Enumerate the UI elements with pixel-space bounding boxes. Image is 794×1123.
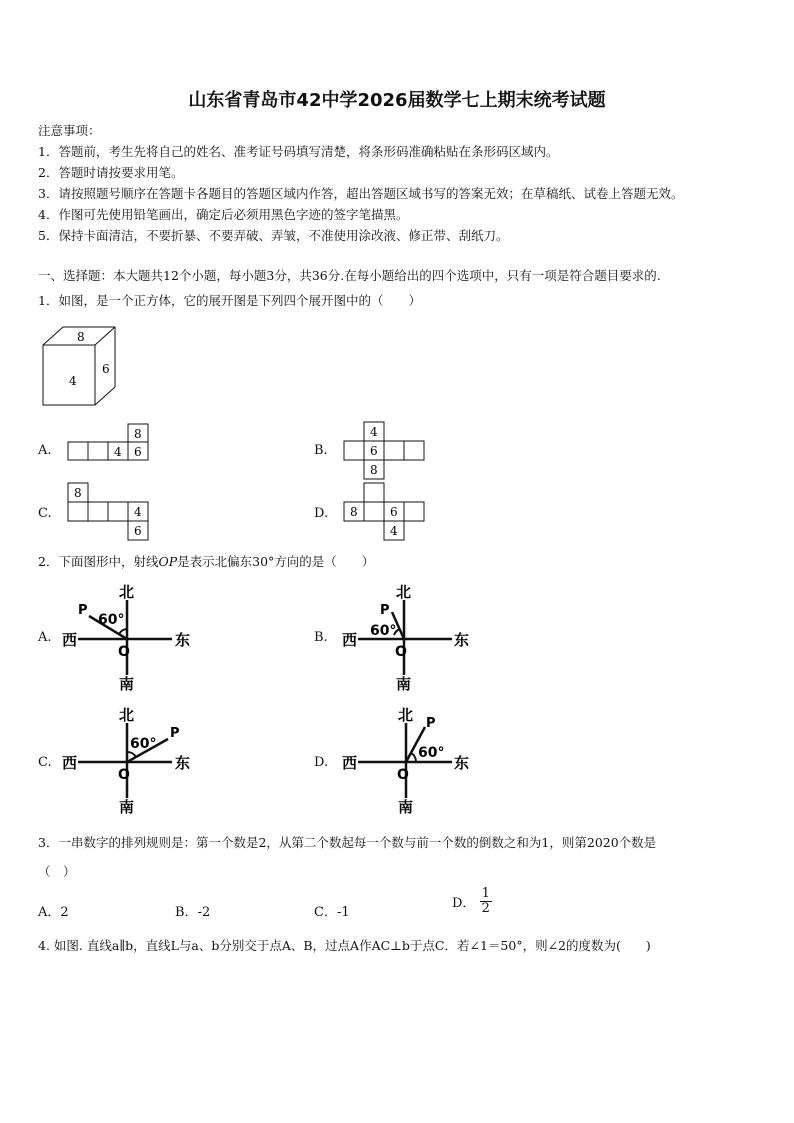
q1-option-c-net[interactable] (67, 482, 151, 542)
q3-option-b-value: -2 (197, 905, 211, 920)
cube-top-number: 8 (77, 330, 85, 344)
north-label: 北 (119, 583, 135, 601)
notice-item-3: 3．请按照题号顺序在答题卡各题目的答题区域内作答，超出答题区域书写的答案无效；在草稿纸、试卷上答题无效。 (38, 186, 684, 201)
section-heading: 一、选择题：本大题共12个小题，每小题3分，共36分.在每小题给出的四个选项中，只有一项是符合题目要求的. (38, 268, 661, 283)
south-label: 南 (119, 675, 135, 692)
notice-item-4: 4．作图可先使用铅笔画出，确定后必须用黑色字迹的签字笔描黑。 (38, 207, 409, 222)
q3-option-c-value: -1 (336, 905, 350, 920)
q2-compass-d[interactable] (340, 705, 480, 815)
point-label: P (170, 726, 180, 741)
q2-stem-part-1: 2．下面图形中，射线 (38, 554, 159, 569)
net-a-cell-4: 6 (134, 445, 142, 459)
net-c-cell-top: 8 (74, 486, 82, 500)
cube-figure (40, 325, 124, 409)
q2-compass-a[interactable] (60, 582, 200, 692)
net-a-cell-3: 4 (114, 445, 122, 459)
question-1-stem: 1．如图，是一个正方体，它的展开图是下列四个展开图中的（ ） (38, 293, 421, 308)
question-2-stem (38, 552, 374, 570)
origin-label: O (118, 767, 130, 783)
east-label: 东 (175, 754, 191, 772)
page-title: 山东省青岛市42中学2026届数学七上期末统考试题 (188, 90, 606, 111)
origin-label: O (397, 767, 409, 783)
q3-option-c-label: C． (314, 905, 337, 920)
q2-option-c-label[interactable]: C. (38, 755, 52, 770)
q2-option-a-label[interactable]: A. (38, 630, 52, 645)
net-b-cell-bottom: 8 (370, 463, 378, 477)
point-label: P (380, 603, 390, 618)
point-label: P (78, 603, 88, 618)
q3-option-b[interactable] (175, 901, 210, 920)
q3-option-d[interactable] (452, 887, 492, 916)
q3-option-b-label: B． (175, 905, 198, 920)
south-label: 南 (396, 675, 412, 692)
net-c-cell-4: 4 (134, 505, 142, 519)
q3-option-c[interactable] (314, 901, 350, 920)
net-d-cell-bottom: 4 (390, 524, 398, 538)
south-label: 南 (119, 798, 135, 815)
point-label: P (426, 716, 436, 731)
question-3-paren: （ ） (38, 864, 76, 879)
origin-label: O (395, 644, 407, 660)
q2-option-d-label[interactable]: D. (314, 755, 329, 770)
net-a-cell-top: 8 (134, 427, 142, 441)
question-3-stem: 3．一串数字的排列规则是：第一个数是2，从第二个数起每一个数与前一个数的倒数之和为1，则第2020个数是 (38, 835, 657, 850)
net-c-cell-bottom: 6 (134, 524, 142, 538)
notice-item-5: 5．保持卡面清洁，不要折暴、不要弄破、弄皱，不准使用涂改液、修正带、刮纸刀。 (38, 228, 509, 243)
angle-label: 60° (130, 736, 157, 752)
west-label: 西 (62, 631, 78, 649)
q2-option-b-label[interactable]: B. (314, 630, 328, 645)
q1-option-a-net[interactable] (67, 421, 151, 463)
south-label: 南 (398, 798, 414, 815)
fraction-denominator: 2 (481, 901, 490, 916)
east-label: 东 (454, 631, 470, 649)
net-b-cell-top: 4 (370, 425, 378, 439)
q2-ray-name: OP (158, 554, 178, 569)
q2-stem-part-2: 是表示北偏东30°方向的是（ ） (177, 554, 375, 569)
notice-item-2: 2．答题时请按要求用笔。 (38, 165, 184, 180)
q2-compass-b[interactable] (340, 582, 480, 692)
cube-right-number: 6 (102, 362, 110, 376)
west-label: 西 (342, 631, 358, 649)
net-b-cell-middle: 6 (370, 444, 378, 458)
q3-option-d-label: D． (452, 896, 476, 911)
notice-heading: 注意事项： (38, 123, 101, 138)
q1-option-d-label[interactable]: D. (314, 506, 329, 521)
north-label: 北 (396, 583, 412, 601)
east-label: 东 (175, 631, 191, 649)
q1-option-d-net[interactable] (343, 482, 427, 542)
q1-option-a-label[interactable]: A. (38, 443, 52, 458)
question-4-stem: 4. 如图. 直线a∥b，直线L与a、b分别交于点A、B，过点A作AC⊥b于点C．若∠1＝50°，则∠2的度数为( ) (38, 938, 651, 953)
north-label: 北 (119, 706, 135, 724)
q2-compass-c[interactable] (60, 705, 200, 815)
notice-item-1: 1．答题前，考生先将自己的姓名、准考证号码填写清楚，将条形码准确粘贴在条形码区域内。 (38, 144, 559, 159)
north-label: 北 (398, 706, 414, 724)
q1-option-c-label[interactable]: C. (38, 506, 52, 521)
origin-label: O (118, 644, 130, 660)
angle-label: 60° (98, 612, 125, 628)
q3-option-a[interactable] (38, 901, 69, 920)
west-label: 西 (342, 754, 358, 772)
q3-option-a-value: 2 (60, 905, 69, 920)
q3-option-d-fraction (480, 887, 492, 916)
net-d-cell-1: 8 (350, 505, 358, 519)
angle-label: 60° (418, 745, 445, 761)
angle-label: 60° (370, 623, 397, 639)
west-label: 西 (62, 754, 78, 772)
cube-front-number: 4 (69, 374, 77, 388)
q1-option-b-label[interactable]: B. (314, 443, 328, 458)
q1-option-b-net[interactable] (343, 421, 427, 481)
q3-option-a-label: A． (38, 905, 61, 920)
east-label: 东 (454, 754, 470, 772)
fraction-numerator: 1 (481, 886, 490, 901)
net-d-cell-3: 6 (390, 505, 398, 519)
